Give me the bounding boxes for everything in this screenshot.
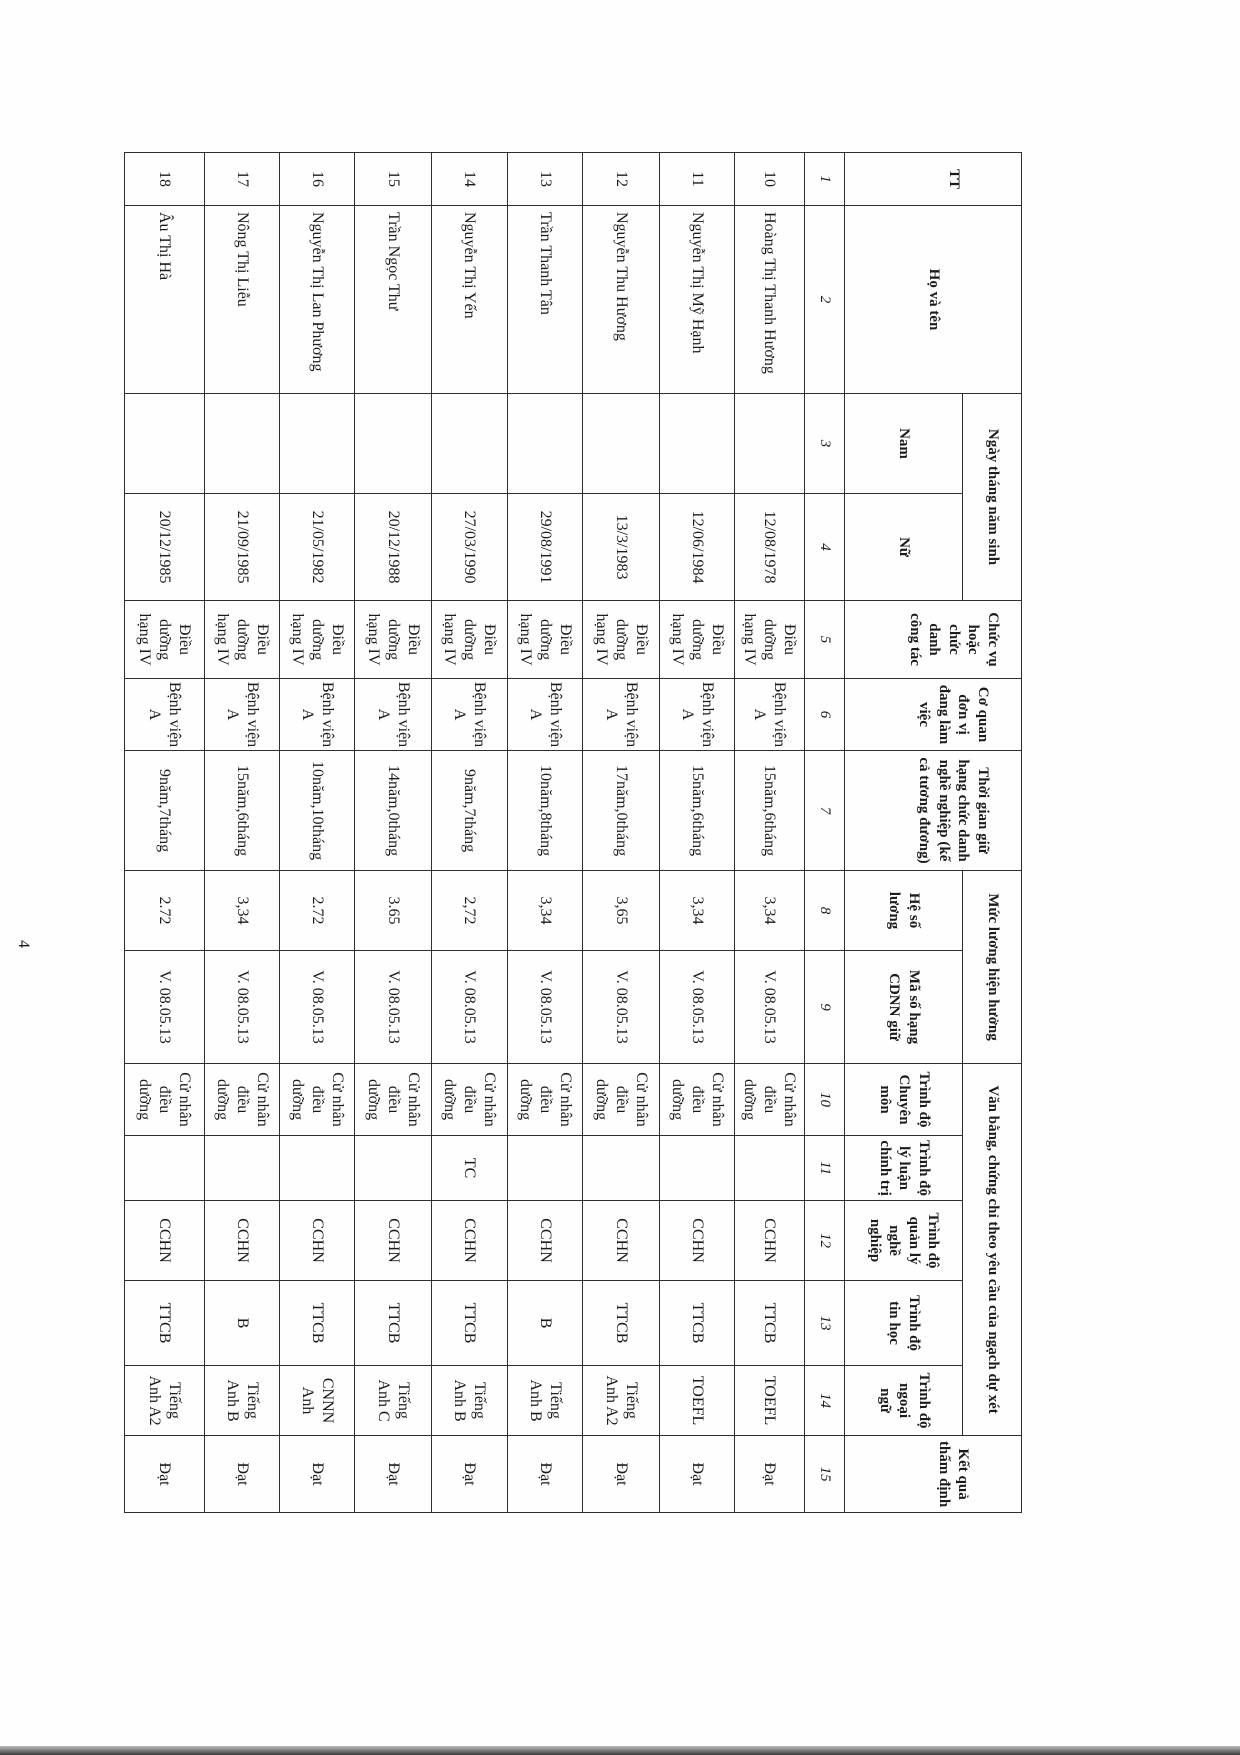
header-row-groups	[963, 153, 1022, 1513]
cell-cdnn-code: V. 08.05.13	[735, 951, 805, 1064]
cell-management: CCHN	[205, 1201, 280, 1281]
cell-name: Nông Thị Liễu	[205, 206, 280, 394]
cell-professional: Cử nhân điều dưỡng	[280, 1064, 355, 1136]
cell-it: TTCB	[735, 1281, 805, 1366]
cell-cdnn-code: V. 08.05.13	[205, 951, 280, 1064]
cell-it: B	[205, 1281, 280, 1366]
cell-name: Trần Ngọc Thư	[355, 206, 432, 394]
cell-language: Tiếng Anh B	[205, 1366, 280, 1436]
cell-it: TTCB	[432, 1281, 508, 1366]
cell-position: Điều dưỡng hạng IV	[125, 601, 205, 679]
cell-salary-coef: 3,34	[735, 871, 805, 951]
cell-political	[125, 1136, 205, 1201]
header-it: Trình độ tin học	[845, 1281, 963, 1366]
header-salary-group: Mức lương hiện hưởng	[963, 871, 1022, 1064]
header-agency: Cơ quan đơn vị đang làm việc	[845, 679, 1022, 751]
column-number: 11	[805, 1136, 845, 1201]
header-cdnn-code: Mã số hạng CDNN giữ	[845, 951, 963, 1064]
candidate-review-table	[124, 152, 1022, 1513]
cell-professional: Cử nhân điều dưỡng	[735, 1064, 805, 1136]
cell-political	[583, 1136, 660, 1201]
cell-cdnn-code: V. 08.05.13	[125, 951, 205, 1064]
cell-result: Đạt	[125, 1436, 205, 1513]
cell-tt: 13	[508, 153, 583, 206]
cell-management: CCHN	[735, 1201, 805, 1281]
cell-result: Đạt	[432, 1436, 508, 1513]
cell-management: CCHN	[660, 1201, 735, 1281]
table-row	[355, 153, 432, 1513]
cell-cdnn-code: V. 08.05.13	[280, 951, 355, 1064]
header-tenure: Thời gian giữ hạng chức danh nghề nghiệp (kể cả tương đương)	[845, 751, 1022, 871]
cell-tt: 16	[280, 153, 355, 206]
cell-name: Âu Thị Hà	[125, 206, 205, 394]
cell-professional: Cử nhân điều dưỡng	[432, 1064, 508, 1136]
cell-cdnn-code: V. 08.05.13	[583, 951, 660, 1064]
cell-salary-coef: 3.65	[355, 871, 432, 951]
cell-political	[660, 1136, 735, 1201]
cell-tenure: 17năm,0tháng	[583, 751, 660, 871]
scan-edge	[0, 1746, 1240, 1755]
cell-it: TTCB	[280, 1281, 355, 1366]
table-row	[432, 153, 508, 1513]
cell-tenure: 15năm,6tháng	[735, 751, 805, 871]
cell-it: B	[508, 1281, 583, 1366]
column-number: 4	[805, 494, 845, 601]
cell-dob-male	[660, 394, 735, 494]
cell-tt: 14	[432, 153, 508, 206]
cell-salary-coef: 3,34	[205, 871, 280, 951]
header-salary-coef: Hệ số lương	[845, 871, 963, 951]
cell-salary-coef: 2.72	[280, 871, 355, 951]
cell-agency: Bệnh viện A	[280, 679, 355, 751]
cell-salary-coef: 2.72	[125, 871, 205, 951]
column-number: 14	[805, 1366, 845, 1436]
column-number: 10	[805, 1064, 845, 1136]
cell-agency: Bệnh viện A	[508, 679, 583, 751]
cell-tenure: 15năm,6tháng	[205, 751, 280, 871]
table-row	[660, 153, 735, 1513]
cell-agency: Bệnh viện A	[583, 679, 660, 751]
cell-dob-female: 12/08/1978	[735, 494, 805, 601]
cell-dob-male	[125, 394, 205, 494]
cell-language: Tiếng Anh C	[355, 1366, 432, 1436]
cell-language: TOEFL	[660, 1366, 735, 1436]
cell-management: CCHN	[125, 1201, 205, 1281]
cell-dob-male	[355, 394, 432, 494]
cell-agency: Bệnh viện A	[735, 679, 805, 751]
cell-cdnn-code: V. 08.05.13	[355, 951, 432, 1064]
table-row	[280, 153, 355, 1513]
column-number: 8	[805, 871, 845, 951]
cell-professional: Cử nhân điều dưỡng	[355, 1064, 432, 1136]
cell-position: Điều dưỡng hạng IV	[735, 601, 805, 679]
cell-name: Nguyễn Thu Hương	[583, 206, 660, 394]
cell-professional: Cử nhân điều dưỡng	[583, 1064, 660, 1136]
header-management: Trình độ quản lý nghề nghiệp	[845, 1201, 963, 1281]
cell-political	[205, 1136, 280, 1201]
cell-it: TTCB	[125, 1281, 205, 1366]
cell-management: CCHN	[508, 1201, 583, 1281]
cell-professional: Cử nhân điều dưỡng	[125, 1064, 205, 1136]
header-name: Họ và tên	[845, 206, 1022, 394]
cell-tt: 12	[583, 153, 660, 206]
cell-professional: Cử nhân điều dưỡng	[508, 1064, 583, 1136]
cell-tenure: 10năm,8tháng	[508, 751, 583, 871]
cell-agency: Bệnh viện A	[125, 679, 205, 751]
table-row	[125, 153, 205, 1513]
cell-professional: Cử nhân điều dưỡng	[205, 1064, 280, 1136]
cell-result: Đạt	[280, 1436, 355, 1513]
header-female: Nữ	[845, 494, 963, 601]
cell-position: Điều dưỡng hạng IV	[432, 601, 508, 679]
column-number: 15	[805, 1436, 845, 1513]
cell-cdnn-code: V. 08.05.13	[508, 951, 583, 1064]
column-number: 7	[805, 751, 845, 871]
cell-position: Điều dưỡng hạng IV	[660, 601, 735, 679]
cell-dob-female: 21/05/1982	[280, 494, 355, 601]
cell-tenure: 14năm,0tháng	[355, 751, 432, 871]
cell-name: Nguyễn Thị Lan Phương	[280, 206, 355, 394]
column-number: 5	[805, 601, 845, 679]
cell-name: Hoàng Thị Thanh Hương	[735, 206, 805, 394]
cell-management: CCHN	[583, 1201, 660, 1281]
cell-salary-coef: 2,72	[432, 871, 508, 951]
header-certificates-group: Văn bằng, chứng chỉ theo yêu cầu của ngạch dự xét	[963, 1064, 1022, 1436]
header-professional: Trình độ Chuyên môn	[845, 1064, 963, 1136]
cell-result: Đạt	[583, 1436, 660, 1513]
cell-tt: 11	[660, 153, 735, 206]
table-row	[583, 153, 660, 1513]
column-number-row	[805, 153, 845, 1513]
cell-dob-male	[583, 394, 660, 494]
cell-language: Tiếng Anh B	[508, 1366, 583, 1436]
column-number: 6	[805, 679, 845, 751]
cell-salary-coef: 3,34	[660, 871, 735, 951]
cell-name: Trần Thanh Tân	[508, 206, 583, 394]
header-language: Trình độ ngoại ngữ	[845, 1366, 963, 1436]
cell-name: Nguyễn Thị Yến	[432, 206, 508, 394]
cell-salary-coef: 3,34	[508, 871, 583, 951]
cell-tenure: 9năm,7tháng	[125, 751, 205, 871]
cell-dob-female: 12/06/1984	[660, 494, 735, 601]
cell-dob-male	[735, 394, 805, 494]
column-number: 9	[805, 951, 845, 1064]
cell-professional: Cử nhân điều dưỡng	[660, 1064, 735, 1136]
column-number: 1	[805, 153, 845, 206]
cell-agency: Bệnh viện A	[660, 679, 735, 751]
cell-name: Nguyễn Thị Mỹ Hạnh	[660, 206, 735, 394]
cell-tt: 17	[205, 153, 280, 206]
cell-result: Đạt	[508, 1436, 583, 1513]
header-result: Kết quả thẩm định	[845, 1436, 1022, 1513]
cell-tt: 15	[355, 153, 432, 206]
table-row	[205, 153, 280, 1513]
cell-dob-female: 20/12/1985	[125, 494, 205, 601]
cell-dob-female: 29/08/1991	[508, 494, 583, 601]
cell-dob-male	[280, 394, 355, 494]
table-row	[508, 153, 583, 1513]
header-dob-group: Ngày tháng năm sinh	[963, 394, 1022, 601]
cell-cdnn-code: V. 08.05.13	[660, 951, 735, 1064]
cell-political: TC	[432, 1136, 508, 1201]
page-number: 4	[15, 940, 32, 948]
cell-political	[280, 1136, 355, 1201]
column-number: 3	[805, 394, 845, 494]
cell-agency: Bệnh viện A	[205, 679, 280, 751]
cell-result: Đạt	[355, 1436, 432, 1513]
cell-management: CCHN	[280, 1201, 355, 1281]
cell-tt: 18	[125, 153, 205, 206]
cell-dob-female: 20/12/1988	[355, 494, 432, 601]
column-number: 12	[805, 1201, 845, 1281]
cell-dob-male	[508, 394, 583, 494]
header-position: Chức vụ hoặc chức danh công tác	[845, 601, 1022, 679]
header-male: Nam	[845, 394, 963, 494]
cell-result: Đạt	[735, 1436, 805, 1513]
cell-political	[735, 1136, 805, 1201]
cell-result: Đạt	[660, 1436, 735, 1513]
cell-tenure: 10năm,10tháng	[280, 751, 355, 871]
cell-position: Điều dưỡng hạng IV	[280, 601, 355, 679]
cell-agency: Bệnh viện A	[432, 679, 508, 751]
cell-position: Điều dưỡng hạng IV	[355, 601, 432, 679]
cell-agency: Bệnh viện A	[355, 679, 432, 751]
cell-tenure: 9năm,7tháng	[432, 751, 508, 871]
cell-management: CCHN	[355, 1201, 432, 1281]
cell-salary-coef: 3,65	[583, 871, 660, 951]
cell-cdnn-code: V. 08.05.13	[432, 951, 508, 1064]
cell-language: Tiếng Anh A2	[125, 1366, 205, 1436]
cell-language: Tiếng Anh A2	[583, 1366, 660, 1436]
cell-dob-male	[205, 394, 280, 494]
cell-tt: 10	[735, 153, 805, 206]
cell-political	[355, 1136, 432, 1201]
cell-position: Điều dưỡng hạng IV	[205, 601, 280, 679]
cell-position: Điều dưỡng hạng IV	[508, 601, 583, 679]
cell-dob-female: 13/3/1983	[583, 494, 660, 601]
column-number: 13	[805, 1281, 845, 1366]
cell-position: Điều dưỡng hạng IV	[583, 601, 660, 679]
cell-political	[508, 1136, 583, 1201]
cell-language: TOEFL	[735, 1366, 805, 1436]
cell-tenure: 15năm,6tháng	[660, 751, 735, 871]
table-row	[735, 153, 805, 1513]
cell-dob-female: 21/09/1985	[205, 494, 280, 601]
cell-language: CNNN Anh	[280, 1366, 355, 1436]
cell-dob-female: 27/03/1990	[432, 494, 508, 601]
cell-it: TTCB	[355, 1281, 432, 1366]
cell-dob-male	[432, 394, 508, 494]
cell-management: CCHN	[432, 1201, 508, 1281]
cell-language: Tiếng Anh B	[432, 1366, 508, 1436]
cell-it: TTCB	[660, 1281, 735, 1366]
header-political: Trình độ lý luận chính trị	[845, 1136, 963, 1201]
header-tt: TT	[845, 153, 1022, 206]
cell-result: Đạt	[205, 1436, 280, 1513]
column-number: 2	[805, 206, 845, 394]
cell-it: TTCB	[583, 1281, 660, 1366]
